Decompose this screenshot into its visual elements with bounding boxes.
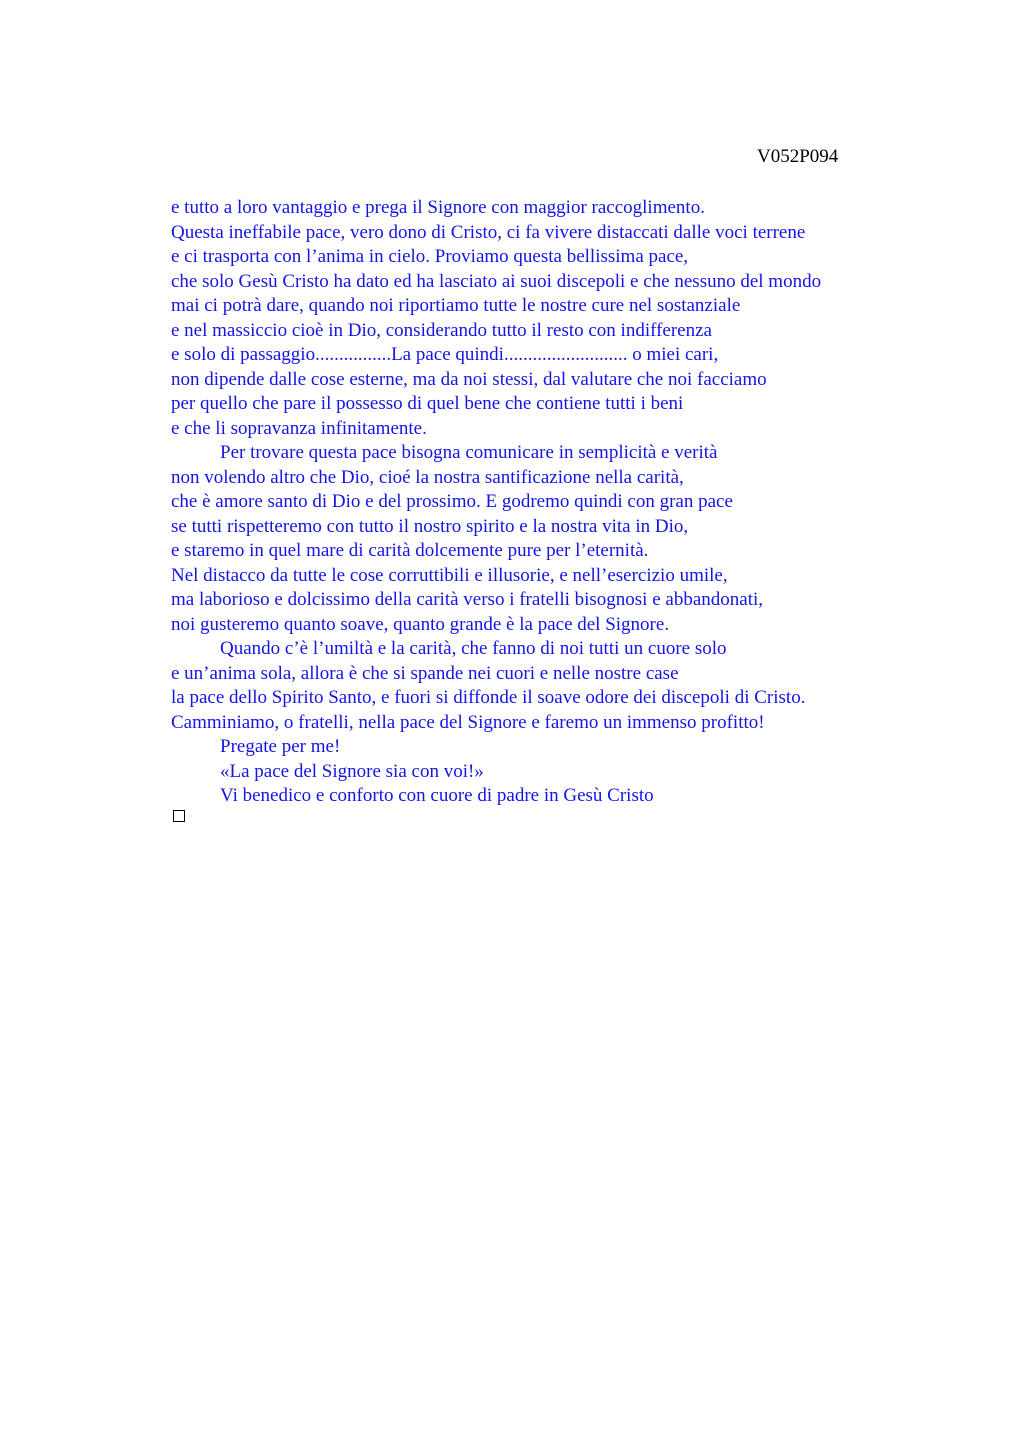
page-identifier: V052P094	[757, 146, 839, 167]
closing-line: Pregate per me!	[220, 736, 341, 757]
letter-body	[171, 196, 971, 809]
text-line: che è amore santo di Dio e del prossimo. E godremo quindi con gran pace	[171, 491, 733, 512]
text-line-indented: Per trovare questa pace bisogna comunicare in semplicità e verità	[220, 442, 718, 463]
text-line: e solo di passaggio................La pace quindi.......................... o miei cari,	[171, 344, 719, 365]
closing-line: «La pace del Signore sia con voi!»	[220, 760, 484, 782]
text-line: e che li sopravanza infinitamente.	[171, 417, 427, 439]
text-line: mai ci potrà dare, quando noi riportiamo tutte le nostre cure nel sostanziale	[171, 295, 741, 316]
closing-line: Vi benedico e conforto con cuore di padre in Gesù Cristo	[220, 785, 654, 806]
text-line: noi gusteremo quanto soave, quanto grande è la pace del Signore.	[171, 613, 670, 635]
text-line: la pace dello Spirito Santo, e fuori si diffonde il soave odore dei discepoli di Cristo.	[171, 687, 806, 708]
text-line: e tutto a loro vantaggio e prega il Signore con maggior raccoglimento.	[171, 197, 705, 218]
text-line: Camminiamo, o fratelli, nella pace del Signore e faremo un immenso profitto!	[171, 711, 765, 733]
text-line: e un’anima sola, allora è che si spande nei cuori e nelle nostre case	[171, 662, 679, 684]
text-line: e nel massiccio cioè in Dio, considerando tutto il resto con indifferenza	[171, 319, 712, 341]
text-line-indented: Quando c’è l’umiltà e la carità, che fanno di noi tutti un cuore solo	[220, 638, 727, 659]
text-line: non volendo altro che Dio, cioé la nostra santificazione nella carità,	[171, 466, 684, 488]
end-marker-box-icon	[173, 810, 185, 822]
text-line: se tutti rispetteremo con tutto il nostro spirito e la nostra vita in Dio,	[171, 515, 689, 537]
text-line: e staremo in quel mare di carità dolcemente pure per l’eternità.	[171, 540, 649, 561]
text-line: Nel distacco da tutte le cose corruttibili e illusorie, e nell’esercizio umile,	[171, 564, 728, 586]
text-line: Questa ineffabile pace, vero dono di Cristo, ci fa vivere distaccati dalle voci terrene	[171, 221, 806, 243]
text-line: non dipende dalle cose esterne, ma da noi stessi, dal valutare che noi facciamo	[171, 368, 767, 390]
text-line: e ci trasporta con l’anima in cielo. Proviamo questa bellissima pace,	[171, 246, 689, 267]
text-line: per quello che pare il possesso di quel bene che contiene tutti i beni	[171, 393, 684, 414]
text-line: ma laborioso e dolcissimo della carità verso i fratelli bisognosi e abbandonati,	[171, 589, 764, 610]
text-line: che solo Gesù Cristo ha dato ed ha lasciato ai suoi discepoli e che nessuno del mondo	[171, 270, 822, 292]
